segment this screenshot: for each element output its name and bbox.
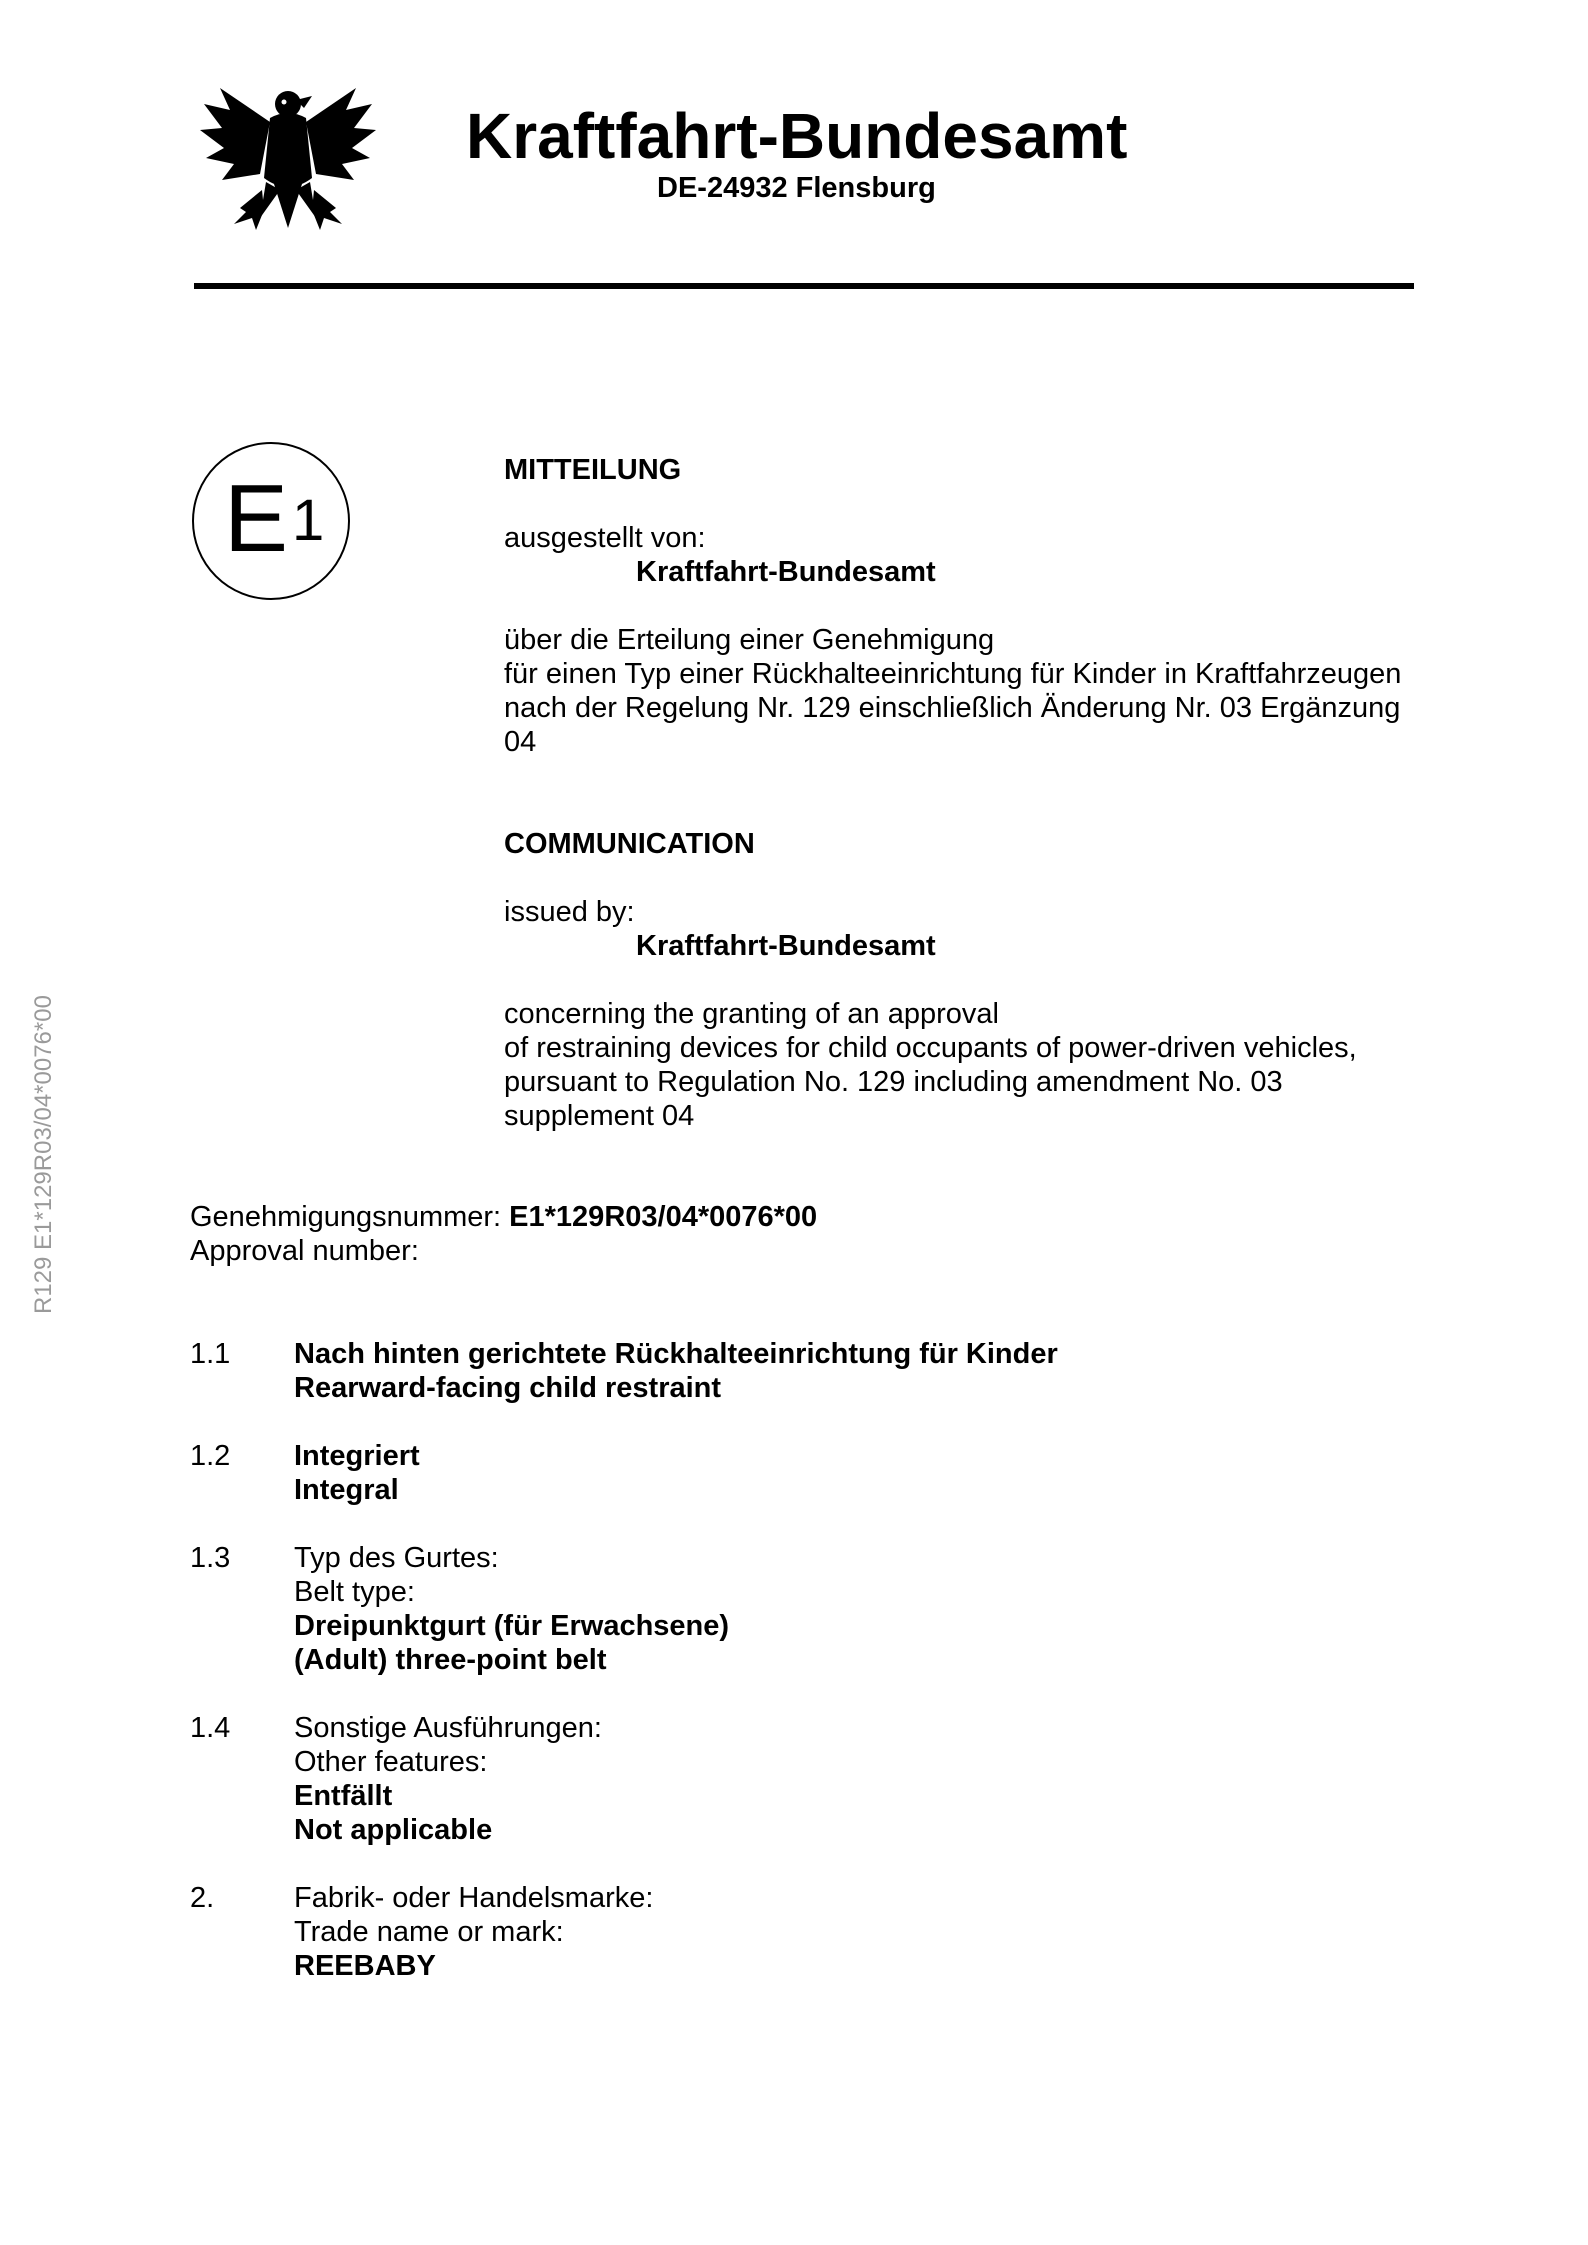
approval-label-en: Approval number: [190, 1235, 419, 1267]
item-number: 1.4 [190, 1712, 231, 1744]
item-label-de: Sonstige Ausführungen: [294, 1712, 602, 1744]
side-reference-code: R129 E1*129R03/04*0076*00 [30, 995, 57, 1314]
item-number: 1.1 [190, 1338, 231, 1370]
item-value-de: Entfällt [294, 1780, 393, 1812]
item-label-en: Other features: [294, 1746, 488, 1778]
header-divider [194, 283, 1414, 289]
item-value-de: Dreipunktgurt (für Erwachsene) [294, 1610, 730, 1642]
english-concerning-line: supplement 04 [504, 1100, 695, 1132]
authority-title: Kraftfahrt-Bundesamt [466, 100, 1128, 172]
english-issuer: Kraftfahrt-Bundesamt [636, 930, 936, 962]
item-label-en: Belt type: [294, 1576, 415, 1608]
item-value-de: REEBABY [294, 1950, 436, 1982]
german-concerning-line: über die Erteilung einer Genehmigung [504, 624, 995, 656]
item-value-en: (Adult) three-point belt [294, 1644, 607, 1676]
item-number: 1.3 [190, 1542, 231, 1574]
item-value-en: Rearward-facing child restraint [294, 1372, 722, 1404]
english-heading: COMMUNICATION [504, 828, 755, 860]
german-issued-by-label: ausgestellt von: [504, 522, 706, 554]
approval-number-block [190, 1200, 817, 1268]
item-number: 1.2 [190, 1440, 231, 1472]
item-value-de: Integriert [294, 1440, 420, 1472]
federal-eagle-icon [200, 78, 376, 238]
english-concerning-line: of restraining devices for child occupants of power-driven vehicles, [504, 1032, 1357, 1064]
german-concerning-line: nach der Regelung Nr. 129 einschließlich Änderung Nr. 03 Ergänzung [504, 692, 1401, 724]
german-heading: MITTEILUNG [504, 454, 682, 486]
authority-address: DE-24932 Flensburg [657, 172, 936, 204]
item-value-en: Not applicable [294, 1814, 493, 1846]
german-issuer: Kraftfahrt-Bundesamt [636, 556, 936, 588]
item-value-en: Integral [294, 1474, 399, 1506]
approval-number: E1*129R03/04*0076*00 [509, 1201, 818, 1233]
item-label-en: Trade name or mark: [294, 1916, 564, 1948]
german-concerning-line: 04 [504, 726, 537, 758]
e-mark-letter: E [224, 465, 289, 572]
item-label-de: Typ des Gurtes: [294, 1542, 499, 1574]
english-concerning-line: concerning the granting of an approval [504, 998, 999, 1030]
item-label-de: Fabrik- oder Handelsmarke: [294, 1882, 654, 1914]
english-section [504, 827, 1357, 1133]
german-section [504, 453, 1401, 759]
english-issued-by-label: issued by: [504, 896, 635, 928]
e-approval-mark [192, 442, 350, 600]
german-concerning-line: für einen Typ einer Rückhalteeinrichtung für Kinder in Kraftfahrzeugen [504, 658, 1402, 690]
e-mark-number: 1 [292, 488, 325, 553]
item-value-de: Nach hinten gerichtete Rückhalteeinrichtung für Kinder [294, 1338, 1058, 1370]
english-concerning-line: pursuant to Regulation No. 129 including amendment No. 03 [504, 1066, 1283, 1098]
approval-label-de: Genehmigungsnummer: [190, 1201, 502, 1233]
item-number: 2. [190, 1882, 215, 1914]
